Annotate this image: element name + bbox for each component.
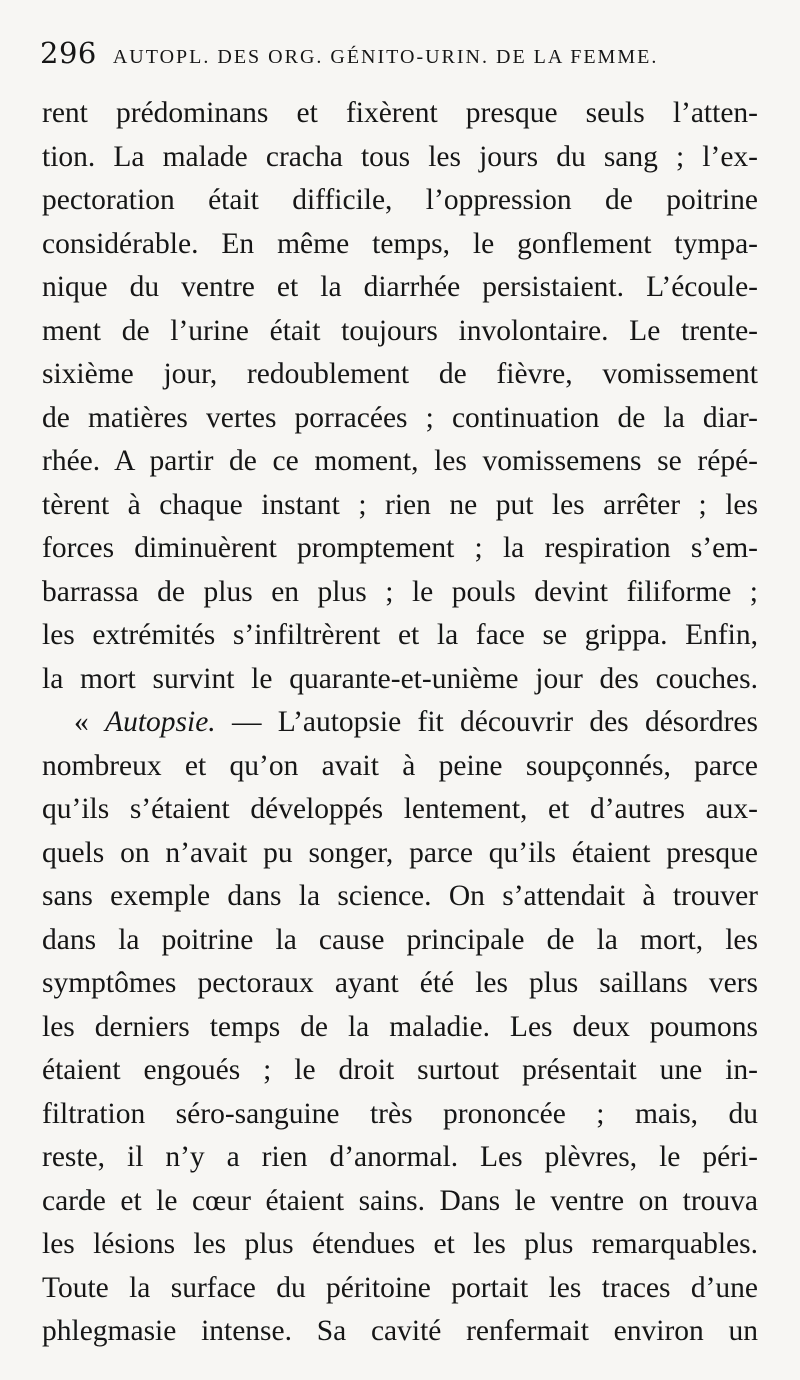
- text-line: de matières vertes porracées ; continuation de la diar-: [42, 401, 758, 434]
- text-line: la mort survint le quarante-et-unième jour des couches.: [42, 662, 758, 695]
- text-line: qu’ils s’étaient développés lentement, et d’autres aux-: [42, 793, 758, 825]
- text-line: les extrémités s’infiltrèrent et la face se grippa. Enfin,: [42, 619, 758, 651]
- autopsie-paragraph-start: [42, 701, 758, 745]
- text-line: pectoration était difficile, l’oppression de poitrine: [42, 184, 758, 216]
- text-line: rent prédominans et fixèrent presque seuls l’atten-: [42, 97, 758, 129]
- page-number: 296: [40, 36, 97, 70]
- text-line: rhée. A partir de ce moment, les vomissemens se répé-: [42, 445, 758, 477]
- text-line: étaient engoués ; le droit surtout présentait une in-: [42, 1054, 758, 1086]
- text-line: dans la poitrine la cause principale de la mort, les: [42, 923, 758, 956]
- text-line: filtration séro-sanguine très prononcée ; mais, du: [42, 1097, 758, 1130]
- text-line: sixième jour, redoublement de fièvre, vomissement: [42, 358, 758, 390]
- text-line: nique du ventre et la diarrhée persistaient. L’écoule-: [42, 271, 758, 303]
- text-line: forces diminuèrent promptement ; la respiration s’em-: [42, 532, 758, 564]
- text-line: Toute la surface du péritoine portait les traces d’une: [42, 1271, 758, 1304]
- text-line: quels on n’avait pu songer, parce qu’ils étaient presque: [42, 836, 758, 869]
- open-quote: «: [74, 706, 106, 738]
- body-text: [42, 92, 758, 1354]
- text-line: barrassa de plus en plus ; le pouls devint filiforme ;: [42, 575, 758, 608]
- text-line: reste, il n’y a rien d’anormal. Les plèvres, le péri-: [42, 1141, 758, 1173]
- text-line: ment de l’urine était toujours involontaire. Le trente-: [42, 314, 758, 347]
- autopsie-label: Autopsie.: [105, 706, 216, 738]
- text-line: les derniers temps de la maladie. Les deux poumons: [42, 1010, 758, 1043]
- running-head: AUTOPL. DES ORG. GÉNITO-URIN. DE LA FEMME.: [112, 46, 659, 68]
- autopsie-text: — L’autopsie fit découvrir des désordres: [215, 706, 758, 738]
- text-line: phlegmasie intense. Sa cavité renfermait environ un: [42, 1315, 758, 1347]
- text-line: les lésions les plus étendues et les plus remarquables.: [42, 1228, 758, 1260]
- text-line: tèrent à chaque instant ; rien ne put les arrêter ; les: [42, 488, 758, 521]
- text-line: sans exemple dans la science. On s’attendait à trouver: [42, 880, 758, 912]
- text-line: tion. La malade cracha tous les jours du sang ; l’ex-: [42, 140, 758, 173]
- text-line: nombreux et qu’on avait à peine soupçonnés, parce: [42, 749, 758, 782]
- page-header: [40, 36, 760, 76]
- text-line: considérable. En même temps, le gonflement tympa-: [42, 227, 758, 260]
- text-line: carde et le cœur étaient sains. Dans le ventre on trouva: [42, 1184, 758, 1217]
- text-line: symptômes pectoraux ayant été les plus saillans vers: [42, 967, 758, 999]
